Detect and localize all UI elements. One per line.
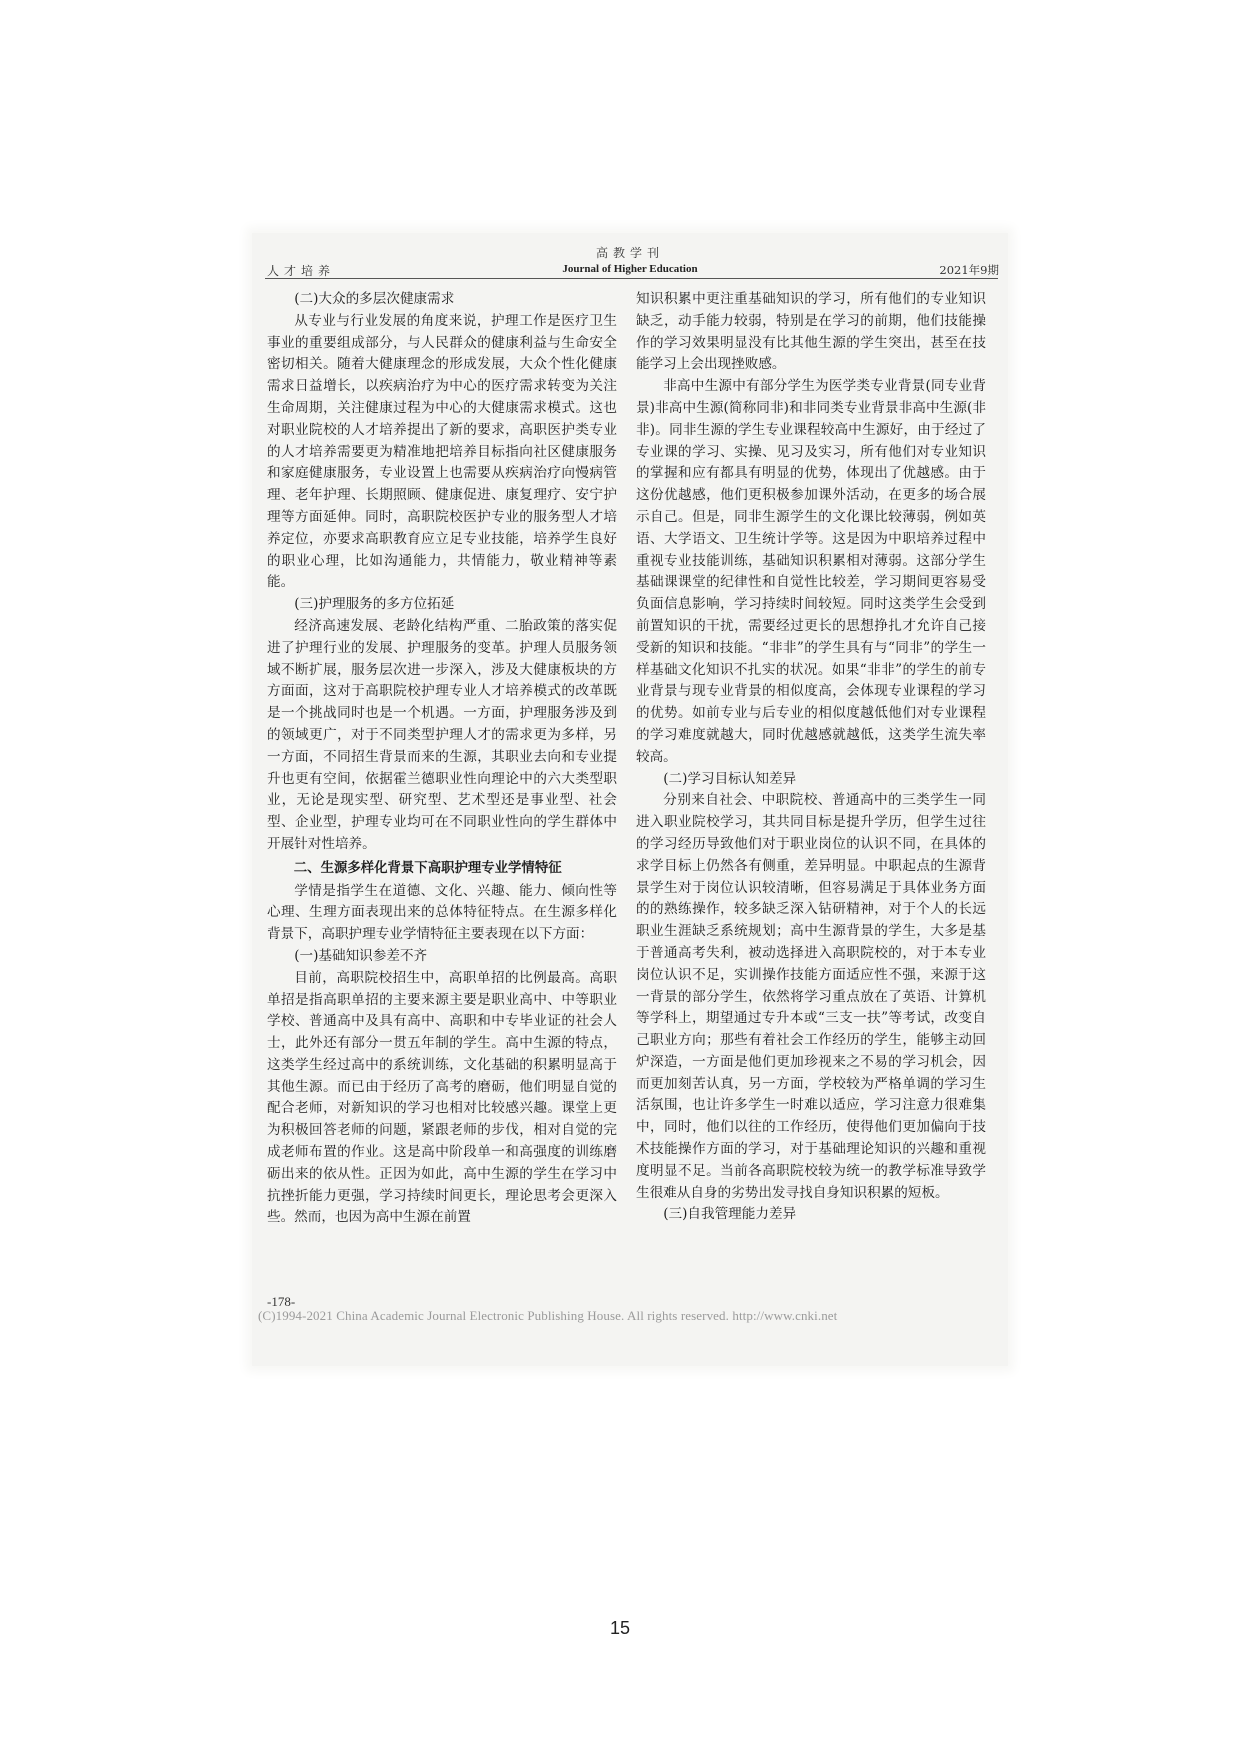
issue-label: 2021年9期 bbox=[939, 263, 999, 277]
copyright-notice: (C)1994-2021 China Academic Journal Electronic Publishing House. All rights reserved. http://www.cnki.net bbox=[258, 1308, 838, 1323]
paragraph: 学情是指学生在道德、文化、兴趣、能力、倾向性等心理、生理方面表现出来的总体特征特点。在生源多样化背景下，高职护理专业学情特征主要表现在以下方面： bbox=[267, 882, 617, 943]
paragraph: 知识积累中更注重基础知识的学习，所有他们的专业知识缺乏，动手能力较弱，特别是在学习的前期，他们技能操作的学习效果明显没有比其他生源的学生突出，甚至在技能学习上会出现挫败感。 bbox=[636, 291, 986, 373]
section-heading: 二、生源多样化背景下高职护理专业学情特征 bbox=[293, 860, 562, 876]
paragraph: 分别来自社会、中职院校、普通高中的三类学生一同进入职业院校学习，其共同目标是提升学历，但学生过往的学习经历导致他们对于职业岗位的认识不同，在具体的求学目标上仍然各有侧重，差异明显。中职起点的生源背景学生对于岗位认识较清晰，但容易满足于具体业务方面的的熟练操作，较多缺乏深入钻研精神，对于个人的长远职业生涯缺乏系统规划；高中生源背景的学生，大多是基于普通高考失利，被动选择进入高职院校的，对于本专业岗位认识不足，实训操作技能方面适应性不强，来源于这一背景的部分学生，依然将学习重点放在了英语、计算机等学科上，期望通过专升本或“三支一扶”等考试，改变自己职业方向；那些有着社会工作经历的学生，能够主动回炉深造，一方面是他们更加珍视来之不易的学习机会，因而更加刻苦认真，另一方面，学校较为严格单调的学习生活氛围，也让许多学生一时难以适应，学习注意力很难集中，同时，他们以往的工作经历，使得他们更加偏向于技术技能操作方面的学习，对于基础理论知识的兴趣和重视度明显不足。当前各高职院校较为统一的教学标准导致学生很难从自身的劣势出发寻找自身知识积累的短板。 bbox=[636, 792, 986, 1201]
paragraph: 经济高速发展、老龄化结构严重、二胎政策的落实促进了护理行业的发展、护理服务的变革。护理人员服务领域不断扩展，服务层次进一步深入，涉及大健康板块的方方面面，这对于高职院校护理专业人才培养模式的改革既是一个挑战同时也是一个机遇。一方面，护理服务涉及到的领域更广，对于不同类型护理人才的需求更为多样，另一方面，不同招生背景而来的生源，其职业去向和专业提升也更有空间，依据霍兰德职业性向理论中的六大类型职业，无论是现实型、研究型、艺术型还是事业型、社会型、企业型，护理专业均可在不同职业性向的学生群体中开展针对性培养。 bbox=[267, 617, 617, 852]
subsection-heading: (二)大众的多层次健康需求 bbox=[294, 291, 455, 307]
journal-title-en: Journal of Higher Education bbox=[562, 263, 698, 275]
header-rule bbox=[265, 278, 998, 279]
subsection-heading: (三)护理服务的多方位拓延 bbox=[294, 596, 455, 613]
subsection-heading: (一)基础知识参差不齐 bbox=[294, 947, 428, 964]
paragraph: 非高中生源中有部分学生为医学类专业背景(同专业背景)非高中生源(简称同非)和非同类专业背景非高中生源(非非)。同非生源的学生专业课程较高中生源好，由于经过了专业课的学习、实操、见习及实习，所有他们对专业知识的掌握和应有都具有明显的优势，体现出了优越感。由于这份优越感，他们更积极参加课外活动，在更多的场合展示自己。但是，同非生源学生的文化课比较薄弱，例如英语、大学语文、卫生统计学等。这是因为中职培养过程中重视专业技能训练，基础知识积累相对薄弱。这部分学生基础课课堂的纪律性和自觉性比较差，学习期间更容易受负面信息影响，学习持续时间较短。同时这类学生会受到前置知识的干扰，需要经过更长的思想挣扎才允许自己接受新的知识和技能。“非非”的学生具有与“同非”的学生一样基础文化知识不扎实的状况。如果“非非”的学生的前专业背景与现专业背景的相似度高，会体现专业课程的学习的优势。如前专业与后专业的相似度越低他们对专业课程的学习难度就越大，同时优越感就越低，这类学生流失率较高。 bbox=[636, 378, 986, 765]
paragraph: 从专业与行业发展的角度来说，护理工作是医疗卫生事业的重要组成部分，与人民群众的健康利益与生命安全密切相关。随着大健康理念的形成发展，大众个性化健康需求日益增长，以疾病治疗为中心的医疗需求转变为关注生命周期，关注健康过程为中心的大健康需求模式。这也对职业院校的人才培养提出了新的要求，高职医护类专业的人才培养需要更为精准地把培养目标指向社区健康服务和家庭健康服务，专业设置上也需要从疾病治疗向慢病管理、老年护理、长期照顾、健康促进、康复理疗、安宁护理等方面延伸。同时，高职院校医护专业的服务型人才培养定位，亦要求高职教育应立足专业技能，培养学生良好的职业心理，比如沟通能力，共情能力，敬业精神等素能。 bbox=[267, 312, 617, 591]
paragraph: 目前，高职院校招生中，高职单招的比例最高。高职单招是指高职单招的主要来源主要是职业高中、中等职业学校、普通高中及具有高中、高职和中专毕业证的社会人士，此外还有部分一贯五年制的学生。高中生源的特点，这类学生经过高中的系统训练，文化基础的积累明显高于其他生源。而已由于经历了高考的磨砺，他们明显自觉的配合老师，对新知识的学习也相对比较感兴趣。课堂上更为积极回答老师的问题，紧跟老师的步伐，相对自觉的完成老师布置的作业。这是高中阶段单一和高强度的训练磨砺出来的依从性。正因为如此，高中生源的学生在学习中抗挫折能力更强，学习持续时间更长，理论思考会更深入些。然而，也因为高中生源在前置 bbox=[267, 969, 617, 1226]
section-label: 人才培养 bbox=[267, 264, 336, 278]
subsection-heading: (二)学习目标认知差异 bbox=[663, 770, 797, 787]
right-column bbox=[636, 289, 986, 1226]
document-page-number: 15 bbox=[609, 1618, 631, 1638]
journal-page-number: -178- bbox=[267, 1294, 296, 1309]
journal-title-cn: 高教学刊 bbox=[595, 246, 664, 260]
left-column bbox=[267, 289, 617, 1229]
subsection-heading: (三)自我管理能力差异 bbox=[663, 1206, 797, 1223]
